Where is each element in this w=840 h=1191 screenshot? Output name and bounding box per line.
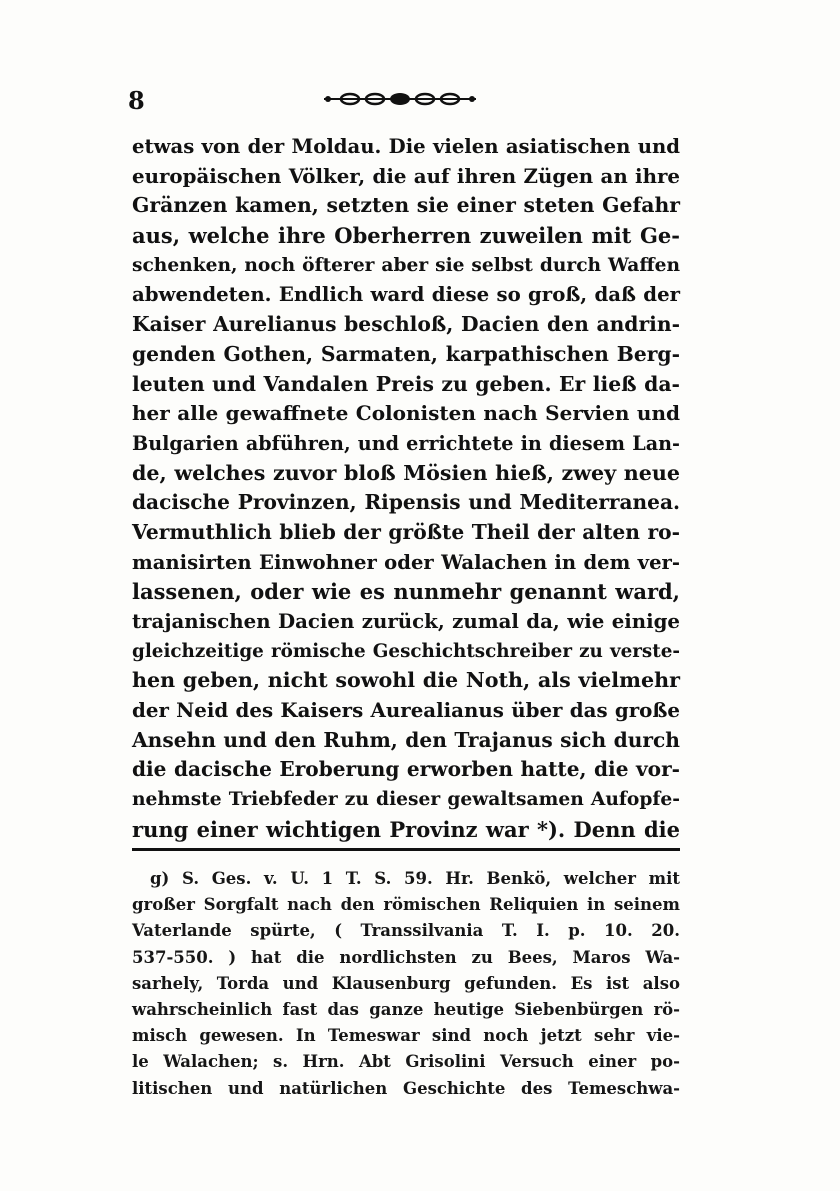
text-line: her alle gewaffnete Colonisten nach Servien und [132,401,680,426]
footnote-line: g) S. Ges. v. U. 1 T. S. 59. Hr. Benkö, welcher mit [150,869,680,888]
footnote-line: 537-550. ) hat die nordlichsten zu Bees, Maros Wa- [132,947,680,967]
footnote-line: litischen und natürlichen Geschichte des Temeschwa- [132,1078,680,1098]
text-line: nehmste Triebfeder zu dieser gewaltsamen Aufopfe- [132,788,680,811]
footnote-rule [132,848,680,851]
text-line: schenken, noch öfterer aber sie selbst durch Waffen [132,254,680,276]
text-line: der Neid des Kaisers Aurealianus über das große [132,698,680,723]
text-line: Bulgarien abführen, und errichtete in diesem Lan- [132,431,680,455]
text-line: leuten und Vandalen Preis zu geben. Er ließ da- [132,371,680,396]
footnote-line: misch gewesen. In Temeswar sind noch jetzt sehr vie- [132,1026,680,1046]
text-line: europäischen Völker, die auf ihren Zügen an ihre [132,163,680,188]
text-line: gleichzeitige römische Geschichtschreiber zu verste- [132,640,680,662]
header-ornament [320,88,480,110]
text-line: abwendeten. Endlich ward diese so groß, daß der [132,282,680,307]
text-line: Vermuthlich blieb der größte Theil der alten ro- [132,519,680,544]
text-line: Ansehn und den Ruhm, den Trajanus sich durch [132,727,680,752]
text-line: lassenen, oder wie es nunmehr genannt ward, [132,579,680,605]
text-line: aus, welche ihre Oberherren zuweilen mit Ge- [132,223,680,249]
text-line: hen geben, nicht sowohl die Noth, als vielmehr [132,668,680,693]
footnote-line: Vaterlande spürte, ( Transsilvania T. I. p. 10. 20. [132,921,680,941]
text-line: genden Gothen, Sarmaten, karpathischen Berg- [132,341,680,366]
footnote [132,866,680,1102]
text-line: de, welches zuvor bloß Mösien hieß, zwey neue [132,460,680,485]
footnote-line: großer Sorgfalt nach den römischen Reliquien in seinem [132,895,680,915]
text-line: rung einer wichtigen Provinz war *). Denn die [132,816,680,842]
text-line: etwas von der Moldau. Die vielen asiatischen und [132,135,680,158]
text-line: manisirten Einwohner oder Walachen in dem ver- [132,550,680,574]
text-line: Kaiser Aurelianus beschloß, Dacien den andrin- [132,312,680,337]
footnote-line: sarhely, Torda und Klausenburg gefunden. Es ist also [132,973,680,993]
text-line: Gränzen kamen, setzten sie einer steten Gefahr [132,193,680,218]
page-number: 8 [128,86,145,115]
footnote-line: le Walachen; s. Hrn. Abt Grisolini Versuch einer po- [132,1052,680,1072]
text-line: dacische Provinzen, Ripensis und Mediterranea. [132,490,680,515]
footnote-line: wahrscheinlich fast das ganze heutige Siebenbürgen rö- [132,999,680,1019]
main-text [132,132,680,845]
text-line: die dacische Eroberung erworben hatte, die vor- [132,757,680,782]
text-line: trajanischen Dacien zurück, zumal da, wie einige [132,609,680,633]
